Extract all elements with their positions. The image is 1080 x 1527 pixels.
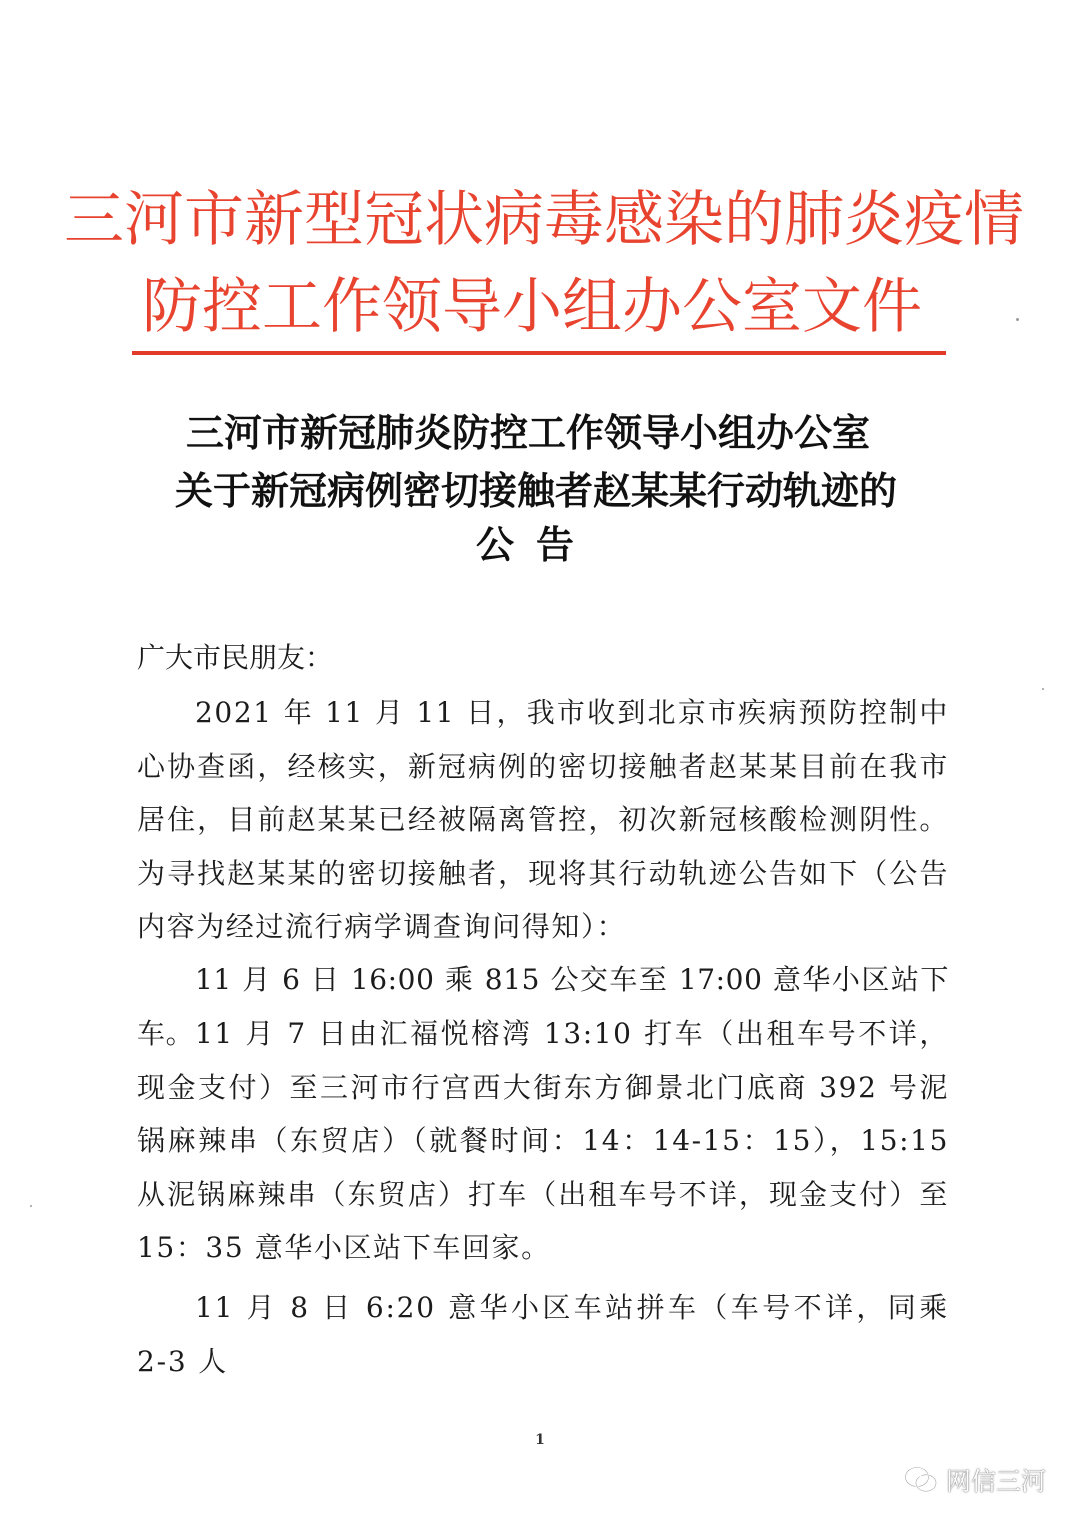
notice-title-line-1: 三河市新冠肺炎防控工作领导小组办公室 [185,411,870,455]
paragraph-nov-7: 11 月 7 日由汇福悦榕湾 13:10 打车（出租车号不详，现金支付）至三河市行宫西大街东方御景北门底商 392 号泥锅麻辣串（东贸店）（就餐时间：14：14-15：15），15:15 从泥锅麻辣串（东贸店）打车（出租车号不详，现金支付）至 15：35 意华小区站下车回家。 [137,1017,949,1264]
document-header-line-1: 三河市新型冠状病毒感染的肺炎疫情 [64,185,1024,255]
paragraph-intro: 2021 年 11 月 11 日，我市收到北京市疾病预防控制中心协查函，经核实，新冠病例的密切接触者赵某某目前在我市居住，目前赵某某已经被隔离管控，初次新冠核酸检测阴性。为寻找赵某某的密切接触者，现将其行动轨迹公告如下（公告内容为经过流行病学调查询问得知）： [137,696,949,943]
greeting: 广大市民朋友： [137,641,334,674]
paragraph-nov-6: 11 月 6 日 16:00 乘 815 公交车至 17:00 意华小区站下车。 [137,963,949,1050]
watermark-text: 网信三河 [945,1467,1046,1496]
source-watermark [904,1462,1046,1498]
scan-speck [1042,688,1044,690]
paragraph-nov-8: 11 月 8 日 6:20 意华小区车站拼车（车号不详，同乘 2-3 人 [137,1291,949,1378]
scan-speck [1016,318,1019,321]
notice-title-line-2: 关于新冠病例密切接触者赵某某行动轨迹的 [174,469,897,513]
notice-title-line-3: 公告 [475,523,596,567]
scan-speck [30,1205,32,1207]
wechat-icon [904,1466,938,1494]
document-header-line-2: 防控工作领导小组办公室文件 [142,272,922,342]
red-divider-line [132,351,946,355]
page-number: 1 [535,1432,545,1448]
